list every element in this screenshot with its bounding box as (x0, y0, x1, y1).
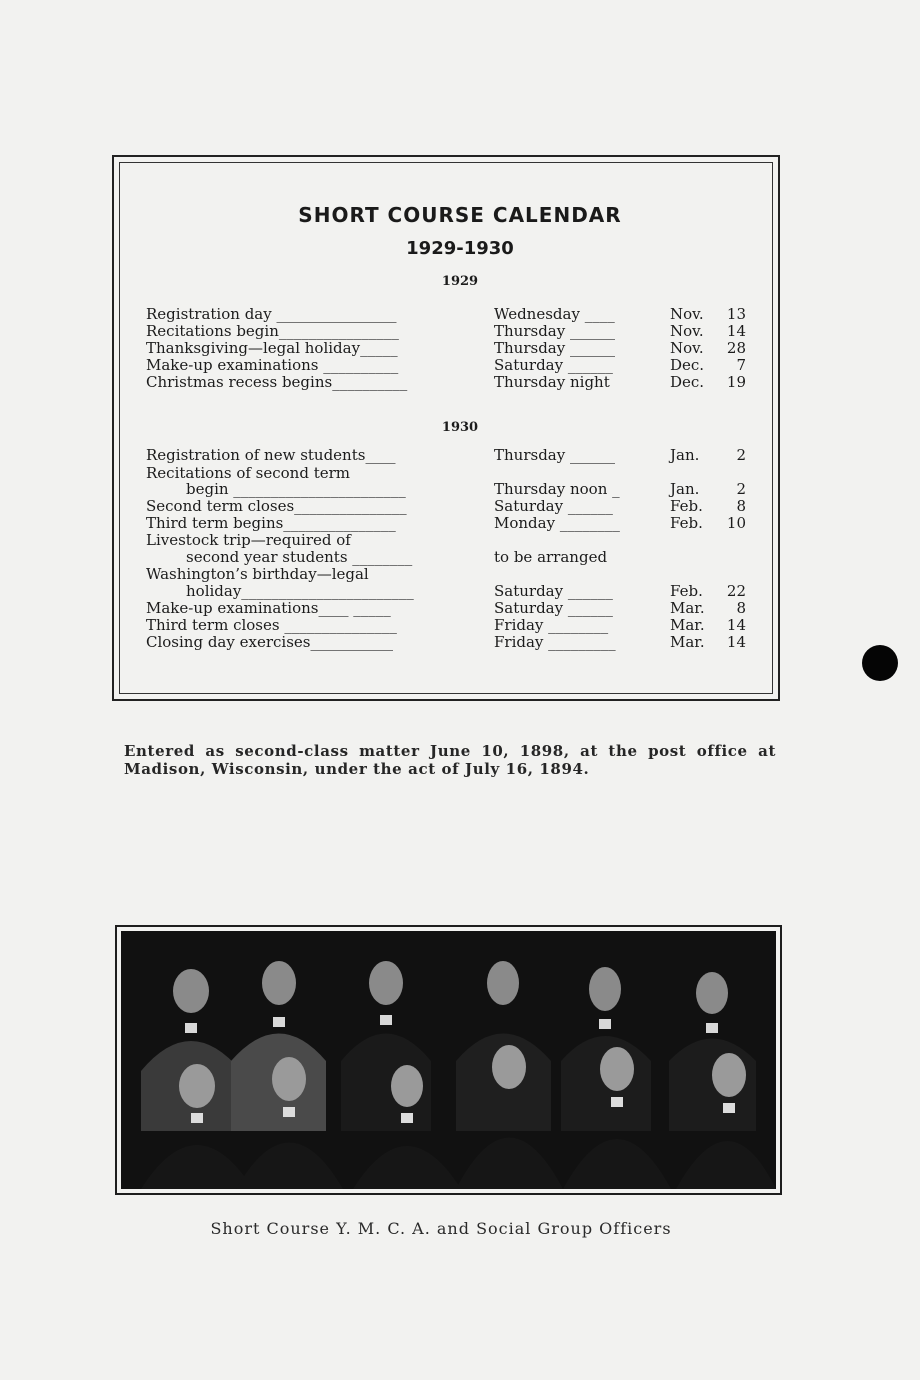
group-photo-image (121, 931, 776, 1189)
calendar-row: Closing day exercises___________ Friday _________ Mar. 14 (146, 633, 746, 651)
punch-hole (862, 645, 898, 681)
calendar-row: Third term begins_______________ Monday ________ Feb. 10 (146, 514, 746, 532)
calendar-row: Christmas recess begins__________ Thursday night Dec. 19 (146, 373, 746, 391)
calendar-row: Registration of new students____ Thursday ______ Jan. 2 (146, 446, 746, 464)
calendar-row: Washington’s birthday—legal (146, 565, 369, 583)
calendar-row: Livestock trip—required of (146, 531, 351, 549)
entry-notice: Entered as second-class matter June 10, 1898, at the post office at Madison, Wisconsin, under the act of July 16, 1894. (124, 742, 776, 778)
calendar-row: second year students ________ to be arranged (186, 548, 608, 566)
calendar-row: Third term closes _______________ Friday ________ Mar. 14 (146, 616, 746, 634)
calendar-row: Make-up examinations____ _____ Saturday ______ Mar. 8 (146, 599, 746, 617)
calendar-row: Thanksgiving—legal holiday_____ Thursday ______ Nov. 28 (146, 339, 746, 357)
group-photo-frame (115, 925, 782, 1195)
year-heading-1930: 1930 (441, 420, 479, 435)
calendar-years: 1929-1930 (406, 238, 514, 259)
calendar-title: SHORT COURSE CALENDAR (298, 203, 622, 227)
group-photo (121, 931, 776, 1189)
calendar-row: Recitations of second term (146, 464, 351, 482)
year-heading-1929: 1929 (441, 274, 479, 289)
calendar-row: Recitations begin________________ Thursday ______ Nov. 14 (146, 322, 746, 340)
photo-caption: Short Course Y. M. C. A. and Social Group Officers (210, 1219, 672, 1238)
calendar-row: Make-up examinations __________ Saturday ______ Dec. 7 (146, 356, 746, 374)
calendar-row: Registration day ________________ Wednesday ____ Nov. 13 (146, 305, 746, 323)
calendar-row: Second term closes_______________ Saturday ______ Feb. 8 (146, 497, 746, 515)
calendar-row: holiday_______________________ Saturday ______ Feb. 22 (186, 582, 746, 600)
calendar-row: begin _______________________ Thursday noon _ Jan. 2 (186, 480, 746, 498)
